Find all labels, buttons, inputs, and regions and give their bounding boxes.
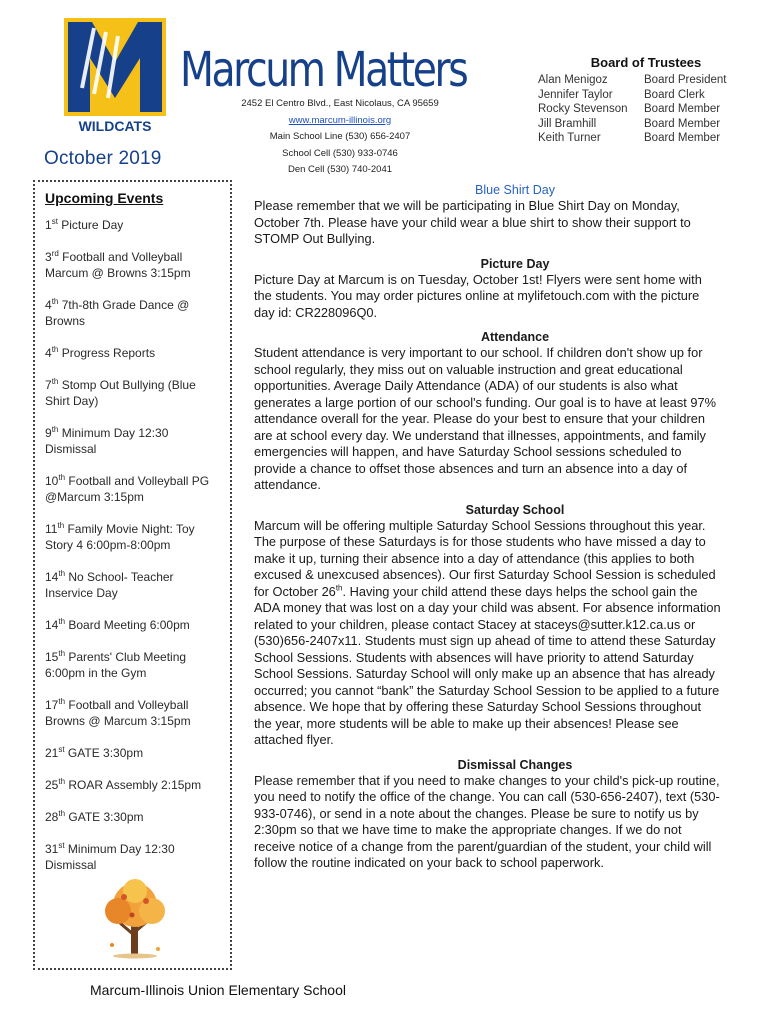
event-date: 4 xyxy=(45,298,52,312)
event-date-suffix: st xyxy=(51,217,58,226)
event-date: 15 xyxy=(45,650,59,664)
picture-day-body: Picture Day at Marcum is on Tuesday, October 1st! Flyers were sent home with the students. You may order pictures online at mylifetouch.com with the picture day id: CR228096Q0. xyxy=(254,271,702,320)
attendance-title: Attendance xyxy=(480,330,550,344)
masthead xyxy=(178,38,513,102)
main-line: Main School Line (530) 656-2407 xyxy=(269,131,411,142)
event-item xyxy=(45,473,222,505)
issue-month: October 2019 xyxy=(44,148,162,169)
saturday-body-part1: Marcum will be offering multiple Saturday School Sessions throughout this year. The purpose of these Saturdays is for those students who have missed a day to make it up, turning their absence into a day of attendance (this applies to both excused & unexcused absences). Our first Saturday School Session is scheduled for October 26 xyxy=(254,517,716,599)
event-item xyxy=(45,521,222,553)
trustee-name: Jill Bramhill xyxy=(538,117,597,130)
dismissal-title: Dismissal Changes xyxy=(457,757,573,772)
trustee-row xyxy=(538,88,748,103)
event-date-suffix: th xyxy=(51,345,59,354)
event-date: 10 xyxy=(45,474,59,488)
blue-shirt-body: Please remember that we will be participating in Blue Shirt Day on Monday, October 7th. Please have your child wear a blue shirt to show their support to STOMP Out Bullying. xyxy=(254,198,691,246)
event-text: ROAR Assembly 2:15pm xyxy=(65,778,202,792)
event-date-suffix: th xyxy=(58,617,66,626)
event-item xyxy=(45,697,222,729)
website-link[interactable]: www.marcum-illinois.org xyxy=(288,114,392,126)
event-text: No School- Teacher Inservice Day xyxy=(45,570,174,600)
event-text: 7th-8th Grade Dance @ Browns xyxy=(45,298,190,328)
trustee-role: Board Member xyxy=(644,117,721,130)
event-date-suffix: th xyxy=(51,297,59,306)
event-date-suffix: th xyxy=(51,425,59,434)
event-date: 31 xyxy=(45,842,59,856)
event-item xyxy=(45,249,222,281)
event-item xyxy=(45,217,222,233)
event-date-suffix: th xyxy=(58,809,66,818)
footer-school-name: Marcum-Illinois Union Elementary School xyxy=(90,982,346,998)
trustee-name: Alan Menigoz xyxy=(538,74,608,86)
event-date: 28 xyxy=(45,810,59,824)
event-date-suffix: th xyxy=(58,473,66,482)
event-item xyxy=(45,841,222,873)
event-date-suffix: th xyxy=(57,521,65,530)
picture-day-title: Picture Day xyxy=(480,256,550,271)
trustee-role: Board President xyxy=(644,74,727,86)
event-date: 11 xyxy=(45,522,58,536)
school-cell: School Cell (530) 933-0746 xyxy=(282,147,398,159)
attendance-body: Student attendance is very important to our school. If children don't show up for school regularly, they miss out on valuable instruction and great educational opportunities. Average Daily Attendance (ADA) of our students is also what generates a large portion of our school's funding. Our goal is to have at least 97% attendance overall for the year. Please do your best to ensure that your children are at school every day. We understand that illnesses, appointments, and family emergencies will happen, and have Saturday School sessions scheduled to provide a chance to offset those absences and turn an absence into a day of attendance. xyxy=(254,345,716,492)
event-date: 9 xyxy=(45,426,52,440)
trustee-role: Board Member xyxy=(644,132,721,144)
event-text: Football and Volleyball Marcum @ Browns 3:15pm xyxy=(45,250,191,280)
event-text: Stomp Out Bullying (Blue Shirt Day) xyxy=(45,378,196,408)
event-date: 14 xyxy=(45,570,59,584)
autumn-tree-icon xyxy=(98,879,172,959)
event-text: Football and Volleyball PG @Marcum 3:15pm xyxy=(45,474,210,504)
event-item xyxy=(45,377,222,409)
event-date-suffix: th xyxy=(58,777,66,786)
wildcats-logo xyxy=(64,18,166,136)
event-text: Minimum Day 12:30 Dismissal xyxy=(45,842,175,872)
event-item xyxy=(45,617,222,633)
event-date: 4 xyxy=(45,346,52,360)
event-date: 21 xyxy=(45,746,59,760)
saturday-school-body xyxy=(254,518,722,749)
event-item xyxy=(45,745,222,761)
event-item xyxy=(45,425,222,457)
event-text: Parents' Club Meeting 6:00pm in the Gym xyxy=(45,650,187,680)
event-item xyxy=(45,345,222,361)
event-item xyxy=(45,777,222,793)
event-date-suffix: th xyxy=(51,377,59,386)
trustee-name: Jennifer Taylor xyxy=(538,88,613,101)
event-text: Family Movie Night: Toy Story 4 6:00pm-8:00pm xyxy=(45,522,195,552)
board-of-trustees xyxy=(538,55,748,146)
blue-shirt-title: Blue Shirt Day xyxy=(475,183,555,197)
school-address: 2452 El Centro Blvd., East Nicolaus, CA 95659 xyxy=(241,98,439,109)
event-date-suffix: th xyxy=(58,569,66,578)
trustee-row xyxy=(538,131,748,146)
saturday-body-sup: th xyxy=(335,583,343,593)
newsletter-title: Marcum Matters xyxy=(180,42,467,98)
trustee-name: Keith Turner xyxy=(538,132,601,144)
event-date: 14 xyxy=(45,618,59,632)
trustee-row xyxy=(538,102,748,117)
event-date-suffix: st xyxy=(58,841,65,850)
event-text: Progress Reports xyxy=(58,346,156,360)
event-item xyxy=(45,569,222,601)
event-item xyxy=(45,297,222,329)
event-text: GATE 3:30pm xyxy=(65,810,144,824)
event-text: Football and Volleyball Browns @ Marcum 3:15pm xyxy=(45,698,191,728)
event-date-suffix: th xyxy=(58,697,66,706)
event-text: Picture Day xyxy=(57,218,124,232)
event-date: 7 xyxy=(45,378,52,392)
event-date-suffix: th xyxy=(58,649,66,658)
trustee-row xyxy=(538,117,748,132)
saturday-school-title: Saturday School xyxy=(465,502,565,517)
trustee-role: Board Member xyxy=(644,103,721,115)
event-text: Board Meeting 6:00pm xyxy=(65,618,190,632)
main-content xyxy=(254,182,722,880)
event-date-suffix: st xyxy=(58,745,65,754)
events-heading: Upcoming Events xyxy=(45,190,164,206)
event-date-suffix: rd xyxy=(51,249,59,258)
event-text: GATE 3:30pm xyxy=(64,746,144,760)
contact-block xyxy=(215,96,465,179)
event-date: 3 xyxy=(45,250,52,264)
event-date: 25 xyxy=(45,778,59,792)
event-date: 17 xyxy=(45,698,59,712)
upcoming-events-sidebar xyxy=(33,180,232,970)
trustee-name: Rocky Stevenson xyxy=(538,103,628,115)
trustee-role: Board Clerk xyxy=(644,88,705,101)
trustees-heading: Board of Trustees xyxy=(590,55,702,70)
dismissal-body: Please remember that if you need to make changes to your child's pick-up routine, you need to notify the office of the change. You can call (530-656-2407), text (530-933-0746), or send in a note about the changes. Please be sure to notify us by 2:30pm so that we have time to make the appropriate changes. If we do not receive notice of a change from the parent/guardian of the student, your child will follow the routine indicated on your back to school paperwork. xyxy=(254,772,720,870)
trustee-row xyxy=(538,73,748,88)
event-text: Minimum Day 12:30 Dismissal xyxy=(45,426,169,456)
den-cell: Den Cell (530) 740-2041 xyxy=(287,164,393,175)
saturday-body-part2: . Having your child attend these days helps the school gain the ADA money that was lost on a day your child was absent. For absence information related to your children, please contact Stacey at staceys@sutter.k12.ca.us or (530)656-2407x11. Students must sign up ahead of time to attend these Saturday School Sessions. Students with absences will have priority to attend Saturday School Sessions. Saturday School will only make up an absence that has already occurred; you cannot “bank” the Saturday School Session to be applied to a future absence. We hope that by offering these Saturday School Sessions throughout the year, more students will be able to make up their absences! Please see attached flyer. xyxy=(254,583,721,747)
event-item xyxy=(45,649,222,681)
event-date: 1 xyxy=(45,218,52,232)
event-list xyxy=(45,217,222,873)
event-item xyxy=(45,809,222,825)
logo-caption: WILDCATS xyxy=(78,118,152,134)
